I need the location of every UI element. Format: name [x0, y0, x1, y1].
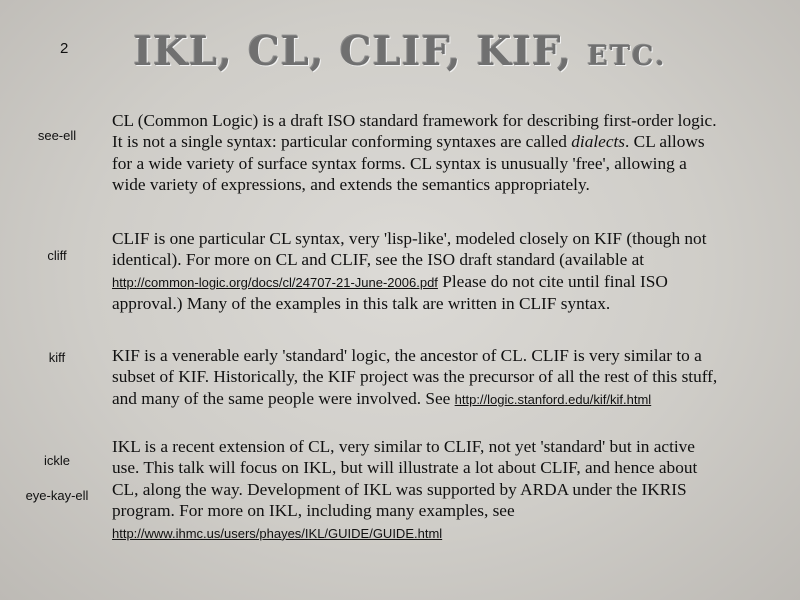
paragraph-cl	[112, 110, 722, 196]
side-label-ickle: ickle	[43, 453, 70, 468]
paragraph-text: KIF is a venerable early 'standard' logic, the ancestor of CL. CLIF is very similar to a subset of KIF. Historically, the KIF project was the precursor of all the rest of this stuff, and many of the same people were involved. See	[112, 346, 718, 408]
link-common-logic-pdf[interactable]: http://common-logic.org/docs/cl/24707-21-June-2006.pdf	[112, 274, 438, 290]
dialects-emphasis: dialects	[571, 132, 626, 152]
title-small-caps: ETC.	[587, 41, 667, 72]
paragraph-text: . CL allows for a wide variety of surface syntax forms. CL syntax is unusually 'free', allowing a wide variety of expressions, and extends the semantics appropriately.	[112, 132, 705, 195]
side-label-kiff: kiff	[48, 350, 66, 365]
paragraph-ikl	[112, 436, 722, 544]
side-label-eye-kay-ell: eye-kay-ell	[25, 488, 89, 503]
slide-title	[0, 28, 800, 75]
side-label-cliff: cliff	[47, 248, 67, 263]
paragraph-text: IKL is a recent extension of CL, very similar to CLIF, not yet 'standard' but in active use. This talk will focus on IKL, but will illustrate a lot about CLIF, and hence about CL, along the way. Development of IKL was supported by ARDA under the IKRIS program. For more on IKL, including many examples, see	[112, 437, 698, 521]
side-label-see-ell: see-ell	[37, 128, 77, 143]
paragraph-text: CL (Common Logic) is a draft ISO standard framework for describing first-order logic. It is not a single syntax: particular conforming syntaxes are called	[112, 111, 717, 152]
link-kif[interactable]: http://logic.stanford.edu/kif/kif.html	[454, 391, 652, 407]
slide-number: 2	[60, 40, 69, 57]
title-main: IKL, CL, CLIF, KIF,	[133, 28, 573, 75]
paragraph-text: Please do not cite until final ISO approval.) Many of the examples in this talk are written in CLIF syntax.	[112, 271, 668, 314]
link-ikl-guide[interactable]: http://www.ihmc.us/users/phayes/IKL/GUIDE/GUIDE.html	[112, 525, 443, 541]
paragraph-kif	[112, 345, 722, 410]
paragraph-text: CLIF is one particular CL syntax, very 'lisp-like', modeled closely on KIF (though not identical). For more on CL and CLIF, see the ISO draft standard (available at	[112, 229, 707, 270]
paragraph-clif	[112, 228, 722, 315]
